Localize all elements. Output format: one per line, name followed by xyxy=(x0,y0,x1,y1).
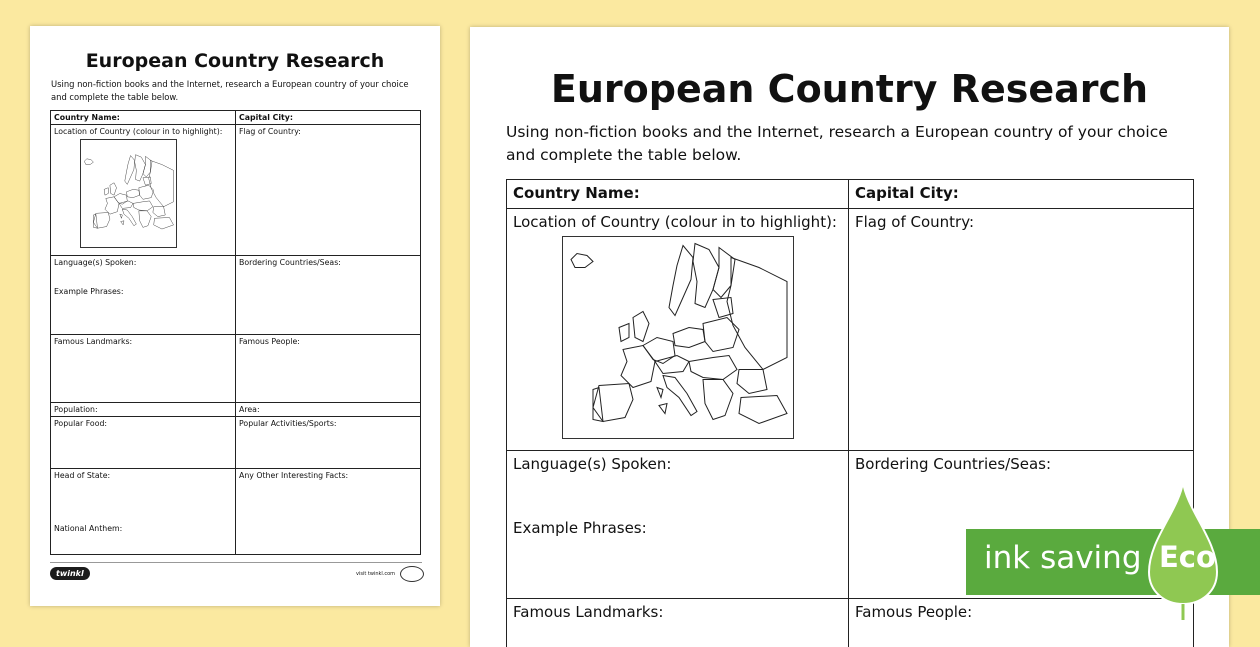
thumb-languages: Language(s) Spoken: xyxy=(54,258,232,267)
thumb-location-label: Location of Country (colour in to highlight): xyxy=(54,127,232,136)
location-cell xyxy=(507,209,849,451)
landmarks-label: Famous Landmarks: xyxy=(507,599,849,647)
thumb-head-cell xyxy=(51,469,236,555)
thumb-bordering: Bordering Countries/Seas: xyxy=(236,256,421,335)
thumb-area: Area: xyxy=(236,403,421,417)
languages-cell xyxy=(507,451,849,599)
page-title: European Country Research xyxy=(470,67,1229,111)
partner-logo xyxy=(400,566,424,582)
location-label: Location of Country (colour in to highlight): xyxy=(513,213,842,231)
eco-label: Eco xyxy=(1159,540,1216,574)
intro-text: Using non-fiction books and the Internet, research a European country of your choice and complete the table below. xyxy=(506,121,1196,167)
people-label: Famous People: xyxy=(849,599,1194,647)
thumb-facts: Any Other Interesting Facts: xyxy=(236,469,421,555)
bordering-label: Bordering Countries/Seas: xyxy=(849,451,1194,599)
thumb-title: European Country Research xyxy=(30,50,440,72)
footer-url: visit twinkl.com xyxy=(356,571,395,577)
thumb-intro: Using non-fiction books and the Internet, research a European country of your choice and complete the table below. xyxy=(51,78,426,104)
country-name-header: Country Name: xyxy=(507,180,849,209)
flag-label: Flag of Country: xyxy=(849,209,1194,451)
thumb-flag: Flag of Country: xyxy=(236,125,421,256)
thumb-head-of-state: Head of State: xyxy=(54,471,232,480)
europe-map-outline xyxy=(563,237,793,438)
languages-label: Language(s) Spoken: xyxy=(513,455,842,473)
thumb-food: Popular Food: xyxy=(51,417,236,469)
twinkl-logo: twinkl xyxy=(50,567,90,580)
thumb-table xyxy=(50,110,421,555)
thumb-people: Famous People: xyxy=(236,335,421,403)
ink-saving-label: ink saving xyxy=(984,540,1142,576)
europe-map xyxy=(562,236,794,439)
thumb-anthem: National Anthem: xyxy=(54,524,232,533)
thumb-phrases: Example Phrases: xyxy=(54,287,232,296)
thumb-location-cell xyxy=(51,125,236,256)
example-phrases-label: Example Phrases: xyxy=(513,519,842,537)
thumb-country-name: Country Name: xyxy=(51,111,236,125)
thumb-europe-map xyxy=(80,139,177,248)
thumb-capital-city: Capital City: xyxy=(236,111,421,125)
thumb-languages-cell xyxy=(51,256,236,335)
europe-map-outline xyxy=(81,140,176,247)
thumb-activities: Popular Activities/Sports: xyxy=(236,417,421,469)
capital-city-header: Capital City: xyxy=(849,180,1194,209)
footer-divider xyxy=(50,562,422,563)
worksheet-thumbnail xyxy=(30,26,440,606)
thumb-population: Population: xyxy=(51,403,236,417)
thumb-landmarks: Famous Landmarks: xyxy=(51,335,236,403)
